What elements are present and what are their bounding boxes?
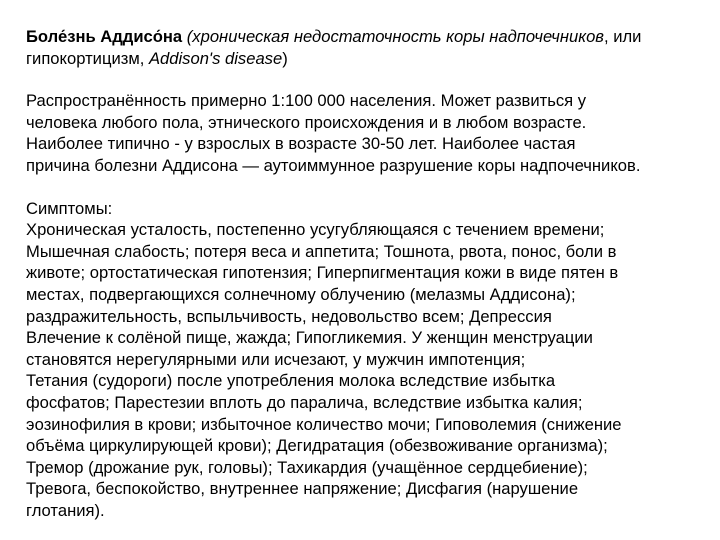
- title-definition: (хроническая недостаточность коры надпочечников: [186, 27, 604, 46]
- symptoms-line: Тетания (судороги) после употребления молока вследствие избытка: [26, 371, 556, 391]
- symptoms-line: Влечение к солёной пище, жажда; Гипогликемия. У женщин менструации: [26, 328, 593, 348]
- symptoms-line: Тревога, беспокойство, внутреннее напряжение; Дисфагия (нарушение: [26, 479, 579, 499]
- prevalence-line: причина болезни Аддисона — аутоиммунное разрушение коры надпочечников.: [26, 155, 641, 175]
- prevalence-line: человека любого пола, этнического происхождения и в любом возрасте.: [26, 112, 587, 132]
- symptoms-line: местах, подвергающихся солнечному облучению (мелазмы Аддисона);: [26, 284, 576, 304]
- symptoms-line: становятся нерегулярными или исчезают, у мужчин импотенция;: [26, 349, 526, 369]
- slide-content: [26, 26, 706, 521]
- title-close-paren: ): [282, 48, 288, 68]
- symptoms-heading: Симптомы:: [26, 198, 113, 218]
- symptoms-line: раздражительность, вспыльчивость, недовольство всем; Депрессия: [26, 306, 552, 326]
- prevalence-paragraph: [26, 90, 706, 176]
- title-english-name: Addison's disease: [148, 48, 283, 68]
- symptoms-line: Хроническая усталость, постепенно усугубляющаяся с течением времени;: [26, 220, 605, 240]
- disease-name: Боле́знь Аддисо́на: [26, 27, 183, 46]
- title-synonym: гипокортицизм,: [26, 48, 149, 68]
- symptoms-line: Мышечная слабость; потеря веса и аппетита; Тошнота, рвота, понос, боли в: [26, 241, 617, 261]
- symptoms-line: Тремор (дрожание рук, головы); Тахикардия (учащённое сердцебиение);: [26, 457, 588, 477]
- symptoms-line: животе; ортостатическая гипотензия; Гиперпигментация кожи в виде пятен в: [26, 263, 619, 283]
- symptoms-line: глотания).: [26, 500, 105, 520]
- title-tail: , или: [603, 27, 642, 46]
- symptoms-section: [26, 198, 706, 522]
- symptoms-line: эозинофилия в крови; избыточное количество мочи; Гиповолемия (снижение: [26, 414, 622, 434]
- symptoms-line: фосфатов; Парестезии вплоть до паралича, вследствие избытка калия;: [26, 392, 583, 412]
- symptoms-line: объёма циркулирующей крови); Дегидратация (обезвоживание организма);: [26, 436, 608, 456]
- prevalence-line: Наиболее типично - у взрослых в возрасте 30-50 лет. Наиболее частая: [26, 134, 576, 154]
- title-block: [26, 26, 706, 69]
- title-line-1: [26, 26, 706, 48]
- prevalence-line: Распространённость примерно 1:100 000 населения. Может развиться у: [26, 91, 587, 111]
- title-line-2: [26, 48, 706, 70]
